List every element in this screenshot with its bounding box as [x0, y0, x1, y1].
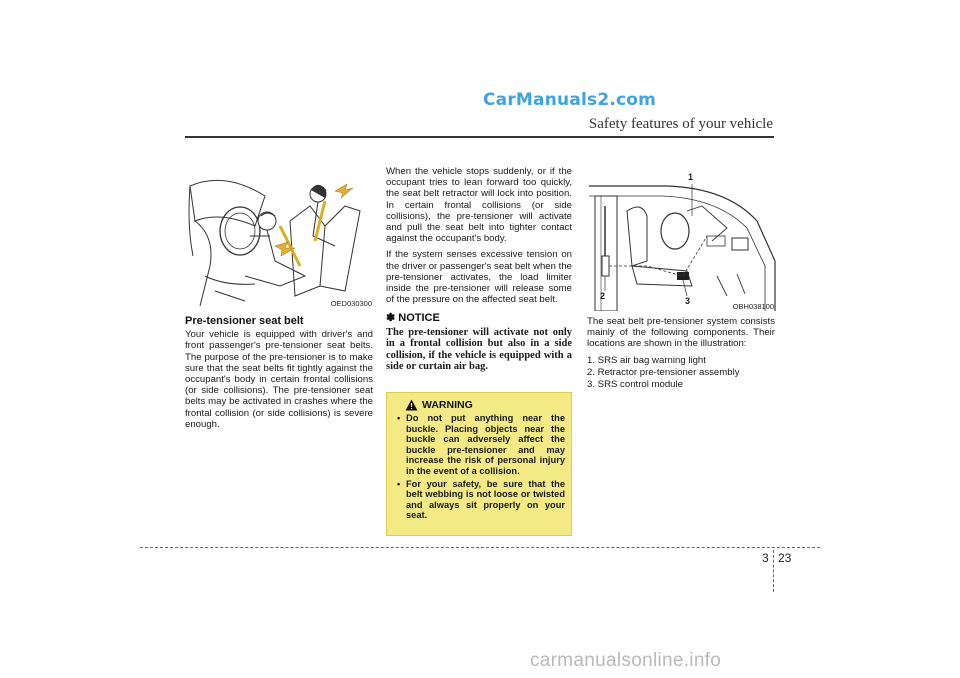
warning-heading: [405, 399, 565, 411]
warning-box: [386, 392, 572, 536]
components-intro: The seat belt pre-tensioner system consists mainly of the following components. Their locations are shown in the illustration:: [587, 316, 775, 350]
figure-code: OBH038100: [732, 302, 774, 311]
occupant-illustration: [185, 166, 375, 311]
bottom-watermark: carmanualsonline.info: [530, 650, 722, 671]
warning-title: WARNING: [422, 399, 473, 411]
warning-list: [395, 413, 565, 521]
callout-2: 2: [600, 291, 606, 301]
vehicle-interior-illustration: [587, 166, 777, 311]
page-header-title: Safety features of your vehicle: [588, 116, 773, 132]
page-number: 23: [778, 551, 792, 565]
left-column: [185, 316, 373, 435]
right-column: [587, 316, 775, 391]
notice-heading: [386, 313, 572, 324]
section-title: Pre-tensioner seat belt: [185, 315, 304, 327]
paragraph-load-limiter: If the system senses excessive tension on the driver or passenger's seat belt when the pre-tensioner activates, the load limiter inside the pre-tensioner will release some of the pressure on the affected seat belt.: [386, 249, 572, 306]
paragraph-retractor-lock: When the vehicle stops suddenly, or if the occupant tries to lean forward too quickly, the seat belt retractor will lock into position. In certain frontal collisions (or side collisions), the pre-tensioner will activate and pull the seat belt into tighter contact against the occupant's body.: [386, 166, 572, 245]
callout-1: 1: [688, 172, 694, 182]
header-rule: [185, 136, 774, 138]
warning-triangle-icon: [405, 399, 418, 411]
warning-item: • Do not put anything near the buckle. Placing objects near the buckle can adversely affect the buckle pre-tensioner and may increase the risk of personal injury in the event of a collision.: [395, 413, 565, 477]
pretensioner-description: Your vehicle is equipped with driver's and front passenger's pre-tensioner seat belts. The purpose of the pre-tensioner is to make sure that the seat belts fit tightly against the occupant's body in certain frontal collisions (or side collisions). The pre-tensioner seat belts may be activated in crashes where the frontal collision (or side collisions) is severe enough.: [185, 329, 373, 430]
figure-code: OED030300: [330, 299, 372, 308]
component-item: 2. Retractor pre-tensioner assembly: [587, 366, 740, 378]
component-item: 3. SRS control module: [587, 379, 683, 391]
notice-title: NOTICE: [398, 312, 440, 325]
callout-3: 3: [685, 296, 691, 306]
components-list: [587, 355, 775, 391]
notice-icon: ✽: [386, 312, 396, 325]
figure-component-locations: [587, 166, 777, 311]
site-watermark: CarManuals2.com: [483, 90, 657, 110]
warning-item: • For your safety, be sure that the belt webbing is not loose or twisted and always sit properly on your seat.: [395, 479, 565, 521]
page-separator: [773, 550, 774, 592]
middle-column: [386, 166, 572, 373]
footer-rule: [140, 547, 820, 548]
component-item: 1. SRS air bag warning light: [587, 354, 706, 366]
notice-text: The pre-tensioner will activate not only in a frontal collision but also in a side collision, if the vehicle is equipped with a side or curtain air bag.: [386, 326, 572, 373]
figure-pretensioner-occupants: [185, 166, 375, 311]
page-section: 3: [762, 551, 769, 565]
